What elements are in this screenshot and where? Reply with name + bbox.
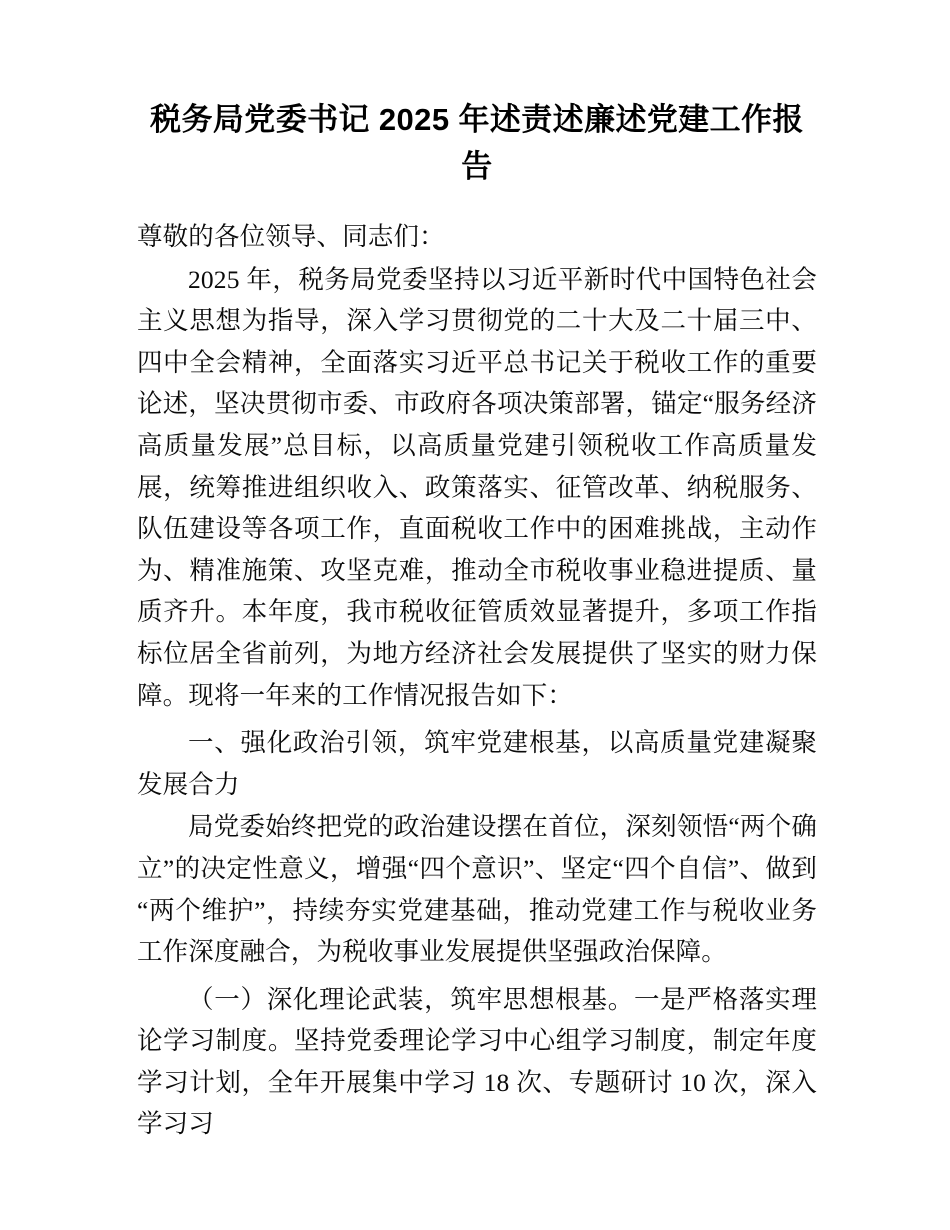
- document-body: [137, 0, 817, 1145]
- paragraph-salutation: 尊敬的各位领导、同志们：: [137, 222, 445, 251]
- paragraph-subsection-one-theory: （一）深化理论武装，筑牢思想根基。一是严格落实理论学习制度。坚持党委理论学习中心组学习制度，制定年度学习计划，全年开展集中学习 18 次、专题研讨 10 次，深入学习习: [137, 984, 817, 1139]
- paragraph-political-construction: 局党委始终把党的政治建设摆在首位，深刻领悟“两个确立”的决定性意义，增强“四个意识”、坚定“四个自信”、做到“两个维护”，持续夯实党建基础，推动党建工作与税收业务工作深度融合，为税收事业发展提供坚强政治保障。: [137, 812, 817, 967]
- paragraph-opening-overview: 2025 年，税务局党委坚持以习近平新时代中国特色社会主义思想为指导，深入学习贯彻党的二十大及二十届三中、四中全会精神，全面落实习近平总书记关于税收工作的重要论述，坚决贯彻市委、市政府各项决策部署，锚定“服务经济高质量发展”总目标，以高质量党建引领税收工作高质量发展，统筹推进组织收入、政策落实、征管改革、纳税服务、队伍建设等各项工作，直面税收工作中的困难挑战，主动作为、精准施策、攻坚克难，推动全市税收事业稳进提质、量质齐升。本年度，我市税收征管质效显著提升，多项工作指标位居全省前列，为地方经济社会发展提供了坚实的财力保障。现将一年来的工作情况报告如下：: [137, 264, 817, 710]
- paragraph-section-heading-one: 一、强化政治引领，筑牢党建根基，以高质量党建凝聚发展合力: [137, 728, 817, 799]
- document-title: 税务局党委书记 2025 年述责述廉述党建工作报告: [150, 102, 804, 184]
